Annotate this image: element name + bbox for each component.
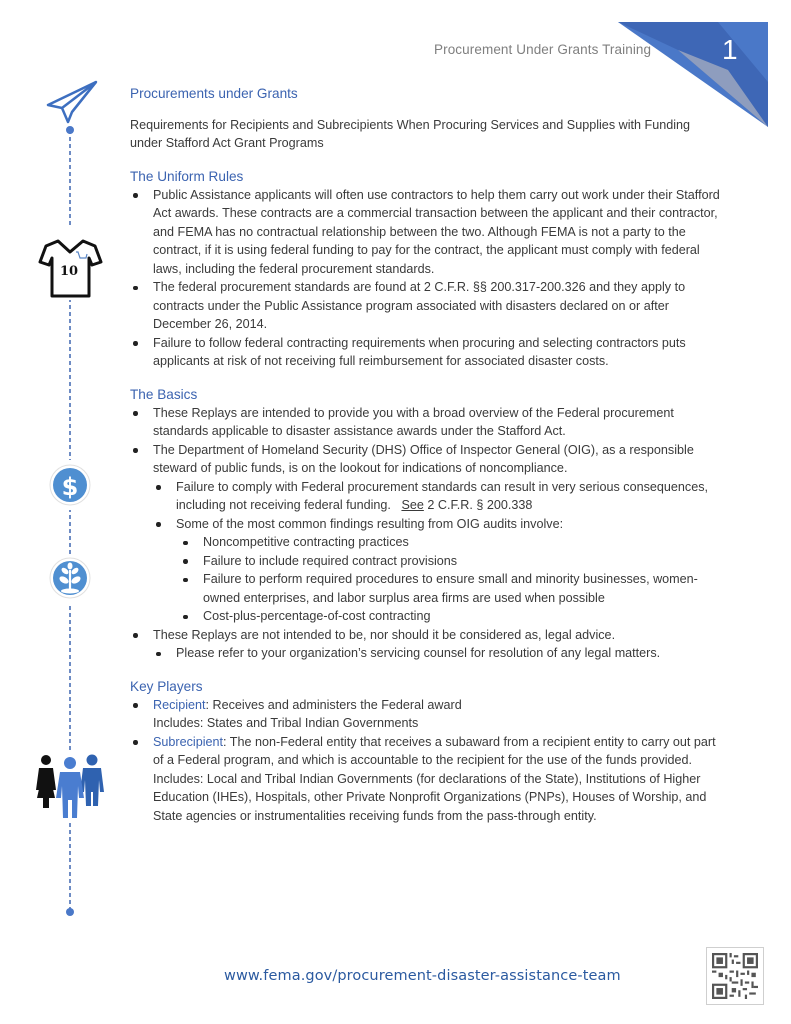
list-item: These Replays are intended to provide you with a broad overview of the Federal procurement standards applicable to disaster assistance awards under the Stafford Act.: [130, 404, 720, 441]
sub-bullet-list: [153, 644, 720, 663]
section-uniform-rules: [130, 167, 720, 371]
finding-item: Failure to include required contract provisions: [180, 552, 720, 571]
bullet-list: [130, 696, 720, 826]
footer-url-link[interactable]: www.fema.gov/procurement-disaster-assistance-team: [224, 968, 621, 984]
finding-item: Cost-plus-percentage-of-cost contracting: [180, 607, 720, 626]
list-item: [130, 626, 720, 663]
paper-plane-icon: [48, 82, 96, 122]
list-item: [153, 515, 720, 626]
section-heading: Key Players: [130, 678, 203, 694]
term-subrecipient: Subrecipient: [153, 734, 224, 749]
section-heading: The Basics: [130, 386, 198, 402]
list-item-text: The Department of Homeland Security (DHS) Office of Inspector General (OIG), as a responsible steward of public funds, is on the lookout for indications of noncompliance.: [153, 442, 694, 475]
list-item-text: Failure to comply with Federal procurement standards can result in very serious consequences, including not receiving federal funding.: [176, 479, 708, 512]
sub-bullet-list: [153, 478, 720, 626]
includes-text: Includes: States and Tribal Indian Governments: [153, 716, 419, 730]
includes-text: Includes: Local and Tribal Indian Governments (for declarations of the State), Institutions of Higher Education (IHEs), Hospitals, other Private Nonprofit Organizations (PNPs), Houses of Worship, and State agencies or instrumentalities receiving funds from the pass-through entity.: [153, 771, 707, 823]
list-item: Failure to follow federal contracting requirements when procuring and selecting contractors puts applicants at risk of not receiving full reimbursement for associated disaster costs.: [130, 334, 720, 371]
list-item: Please refer to your organization’s servicing counsel for resolution of any legal matters.: [153, 644, 720, 663]
people-group-icon: [30, 752, 110, 822]
timeline-decoration: [0, 0, 130, 1024]
bullet-list: [130, 186, 720, 371]
document-title: Procurements under Grants: [130, 86, 298, 101]
list-item: [130, 441, 720, 626]
plant-growth-icon: [50, 555, 90, 605]
page-number: 1: [722, 34, 738, 65]
section-heading: The Uniform Rules: [130, 168, 244, 184]
qr-code: [706, 947, 764, 1005]
see-citation-signal: See: [401, 498, 424, 512]
list-item-recipient: [130, 696, 720, 733]
citation: 2 C.F.R. § 200.338: [427, 498, 533, 512]
list-item: [153, 478, 720, 515]
definition: : The non-Federal entity that receives a subaward from a recipient entity to carry out part of a Federal program, and which is accountable to the recipient for the use of the funds provided.: [153, 734, 716, 767]
findings-list: [180, 533, 720, 626]
definition: : Receives and administers the Federal award: [205, 697, 462, 712]
list-item-text: These Replays are not intended to be, nor should it be considered as, legal advice.: [153, 627, 616, 642]
list-item: Public Assistance applicants will often use contractors to help them carry out work under their Stafford Act awards. These contracts are a commercial transaction between the applicant and their contractor, and FEMA has no contractual relationship between the two. Although FEMA is not a party to the contract, if it is using federal funding to pay for the contract, the applicant must comply with federal laws, including the federal procurement standards.: [130, 186, 720, 279]
dollar-icon: [50, 460, 90, 510]
list-item: The federal procurement standards are found at 2 C.F.R. §§ 200.317-200.326 and they apply to contracts under the Public Assistance program associated with disasters declared on or after December 26, 2014.: [130, 278, 720, 334]
list-item-subrecipient: [130, 733, 720, 826]
timeline-start-dot: [66, 126, 74, 134]
finding-item: Noncompetitive contracting practices: [180, 533, 720, 552]
section-key-players: [130, 677, 720, 826]
term-recipient: Recipient: [153, 697, 206, 712]
running-title: Procurement Under Grants Training: [434, 42, 652, 57]
bullet-list: [130, 404, 720, 663]
intro-paragraph: Requirements for Recipients and Subrecipients When Procuring Services and Supplies with Funding under Stafford Act Grant Programs: [130, 117, 691, 150]
svg-text:$: $: [61, 473, 79, 501]
section-basics: [130, 385, 720, 663]
jersey-number: 10: [60, 264, 79, 279]
list-item-text: Some of the most common findings resulting from OIG audits involve:: [176, 516, 564, 531]
finding-item: Failure to perform required procedures to ensure small and minority businesses, women-owned enterprises, and labor surplus area firms are used when possible: [180, 570, 720, 607]
document-body: [130, 85, 720, 839]
qr-code-pattern: [712, 953, 758, 999]
timeline-end-dot: [66, 908, 74, 916]
jersey-icon: [40, 225, 101, 300]
